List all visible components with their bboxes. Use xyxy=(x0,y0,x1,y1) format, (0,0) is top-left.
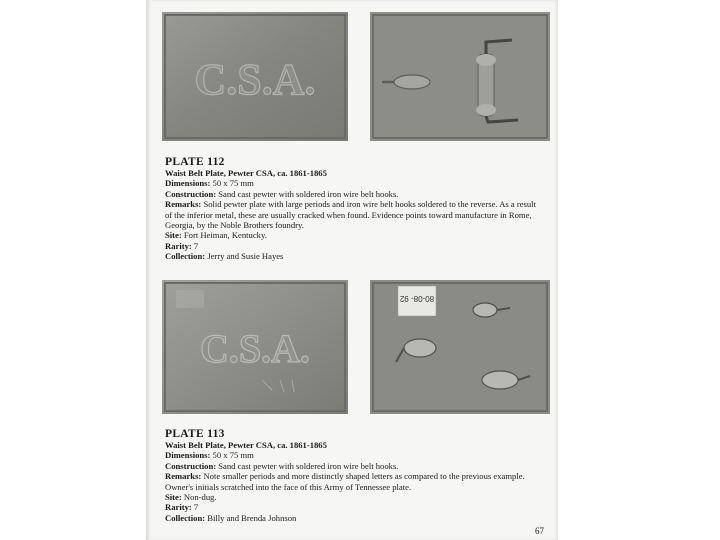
plate-113-collection: Billy and Brenda Johnson xyxy=(207,512,297,523)
page-number: 67 xyxy=(535,526,544,536)
plate-113-construction-label: Construction: xyxy=(165,460,217,471)
plate-112-caption xyxy=(165,156,545,262)
plate-112-name: Waist Belt Plate, Pewter CSA, ca. 1861-1865 xyxy=(165,168,327,178)
plate-113-csa-lettering: C.S.A. xyxy=(199,326,311,371)
plate-112-csa-lettering: C.S.A. xyxy=(194,55,316,104)
book-spine xyxy=(146,0,151,540)
plate-112-construction-label: Construction: xyxy=(165,188,217,199)
plate-113-remarks: Note smaller periods and more distinctly shaped letters as compared to the previous example. Owner's initials scratched into the face of this Army of Tennessee plate. xyxy=(165,471,525,492)
plate-113-back-photo xyxy=(370,280,550,414)
plate-112-front-photo xyxy=(162,12,348,141)
plate-113-title: PLATE 113 xyxy=(165,428,225,440)
plate-112-rarity: 7 xyxy=(193,240,199,251)
plate-113-front-photo xyxy=(162,280,348,414)
plate-112-site-label: Site: xyxy=(165,230,182,241)
plate-113-rarity-label: Rarity: xyxy=(165,502,192,513)
plate-113-caption xyxy=(165,428,545,523)
plate-112-rarity-label: Rarity: xyxy=(165,240,192,251)
plate-113-dimensions: 50 x 75 mm xyxy=(212,450,254,461)
plate-113-name: Waist Belt Plate, Pewter CSA, ca. 1861-1865 xyxy=(165,440,327,450)
plate-113-collection-label: Collection: xyxy=(165,512,206,523)
plate-112-collection: Jerry and Susie Hayes xyxy=(207,251,284,262)
plate-113-construction: Sand cast pewter with soldered iron wire belt hooks. xyxy=(218,460,399,471)
plate-112-title: PLATE 112 xyxy=(165,156,225,168)
plate-113-site-label: Site: xyxy=(165,492,182,503)
plate-113-remarks-label: Remarks: xyxy=(165,471,202,482)
plate-112-collection-label: Collection: xyxy=(165,251,206,262)
plate-113-dimensions-label: Dimensions: xyxy=(165,450,211,461)
plate-113-rarity: 7 xyxy=(193,502,199,513)
plate-112-back-photo xyxy=(370,12,550,141)
plate-112-remarks-label: Remarks: xyxy=(165,199,202,210)
plate-112-dimensions-label: Dimensions: xyxy=(165,178,211,189)
plate-112-site: Fort Heiman, Kentucky. xyxy=(183,230,267,241)
plate-112-construction: Sand cast pewter with soldered iron wire belt hooks. xyxy=(218,188,399,199)
back-inventory-label: 80-08- 92 xyxy=(399,294,435,303)
plate-112-dimensions: 50 x 75 mm xyxy=(212,178,254,189)
plate-113-site: Non-dug. xyxy=(183,492,217,503)
plate-112-remarks: Solid pewter plate with large periods and iron wire belt hooks soldered to the reverse. As a result of the inferior metal, these are usually cracked when found. Evidence points toward manufacture in Rome, Georgia, by the Noble Brothers foundry. xyxy=(165,199,536,231)
